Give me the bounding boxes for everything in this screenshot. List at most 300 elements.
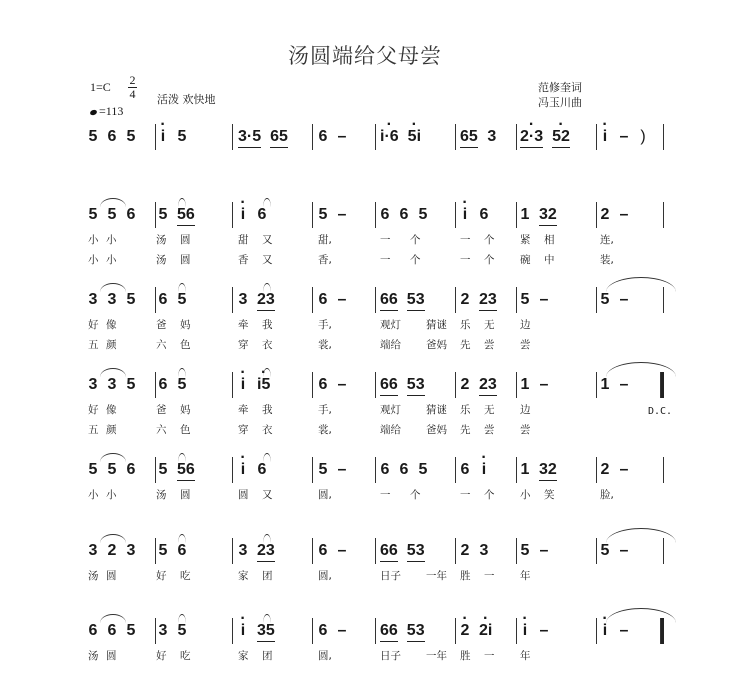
lyric-syllable: 先 — [460, 424, 471, 436]
lyric-syllable: 颜 — [106, 424, 117, 436]
lyric-syllable: 五 — [88, 339, 99, 351]
measure — [88, 128, 145, 154]
measure — [238, 376, 279, 402]
lyric-syllable: 好 — [156, 650, 167, 662]
lyric-syllable: 爸妈 — [426, 339, 447, 351]
note: · i — [600, 128, 610, 146]
lyric-syllable: 圆 — [180, 234, 191, 246]
slur — [100, 534, 126, 543]
note: 3 — [107, 376, 117, 393]
note: 5 — [126, 291, 136, 308]
note: · i — [460, 206, 470, 224]
lyric-syllable: 我 — [262, 319, 273, 331]
slur — [263, 453, 271, 462]
note: 65 — [460, 128, 478, 148]
slur — [178, 198, 186, 207]
song-title: 汤圆端给父母尝 — [288, 44, 442, 68]
note: 53 — [407, 542, 425, 562]
note: 5 — [418, 206, 428, 223]
lyric-syllable: 裳, — [318, 339, 332, 351]
lyric-syllable: 端给 — [380, 424, 401, 436]
barline — [596, 372, 597, 398]
lyric-syllable: 圆 — [180, 254, 191, 266]
note: 1 — [520, 376, 530, 393]
lyric-syllable: 尝 — [520, 424, 531, 436]
note: 6 — [257, 461, 267, 478]
lyric-syllable: 猜谜 — [426, 319, 447, 331]
time-signature-top: 2 — [129, 73, 136, 87]
barline — [596, 457, 597, 483]
note: 3 — [126, 542, 136, 559]
measure — [238, 291, 284, 317]
lyric-syllable: 观灯 — [380, 404, 401, 416]
note: – — [337, 206, 347, 223]
score-row — [88, 206, 668, 272]
lyric-syllable: 像 — [106, 319, 117, 331]
barline — [516, 202, 517, 228]
measure — [380, 206, 437, 232]
note: 5 — [126, 128, 136, 145]
measure — [158, 542, 196, 568]
lyric-syllable: 脸, — [600, 489, 614, 501]
barline — [516, 124, 517, 150]
barline — [232, 124, 233, 150]
slur — [178, 283, 186, 292]
barline — [375, 124, 376, 150]
barline — [312, 457, 313, 483]
lyric-syllable: 色 — [180, 339, 191, 351]
note: · 2 — [460, 622, 470, 640]
lyric-line — [88, 422, 668, 442]
measure — [600, 291, 638, 317]
lyric-syllable: 小 — [88, 234, 99, 246]
slur — [263, 534, 271, 543]
lyric-syllable: 牵 — [238, 404, 249, 416]
note: – — [539, 376, 549, 393]
note: 6 — [318, 128, 328, 145]
key-signature: 1=C — [90, 80, 111, 94]
lyric-syllable: 个 — [410, 489, 421, 501]
lyric-syllable: 个 — [484, 234, 495, 246]
da-capo-mark: D.C. — [648, 406, 673, 417]
lyric-syllable: 好 — [156, 570, 167, 582]
score-row — [88, 622, 668, 668]
note: · i — [238, 206, 248, 224]
score-row — [88, 461, 668, 507]
measure — [318, 622, 356, 648]
lyric-syllable: 尝 — [484, 424, 495, 436]
barline — [375, 618, 376, 644]
lyric-syllable: 个 — [410, 234, 421, 246]
slur — [100, 614, 126, 623]
lyric-syllable: 吃 — [180, 650, 191, 662]
lyricist: 范修奎词 — [538, 81, 582, 94]
note: 2 — [600, 206, 610, 223]
measure — [460, 376, 506, 402]
note: – — [539, 291, 549, 308]
measure — [380, 461, 437, 487]
note: 3 — [479, 542, 489, 559]
measure — [460, 542, 498, 568]
note: · i — [600, 622, 610, 640]
lyric-syllable: 相 — [544, 234, 555, 246]
note: · i — [479, 461, 489, 479]
lyric-syllable: 香, — [318, 254, 332, 266]
barline — [312, 372, 313, 398]
lyric-syllable: 日子 — [380, 570, 401, 582]
note: · 52 — [552, 128, 570, 148]
measure — [460, 291, 506, 317]
lyric-syllable: 香 — [238, 254, 249, 266]
lyric-syllable: 碗 — [520, 254, 531, 266]
note: 5 — [88, 206, 98, 223]
lyric-syllable: 先 — [460, 339, 471, 351]
measure — [380, 128, 430, 154]
lyric-syllable: 观灯 — [380, 319, 401, 331]
note: 1 — [520, 461, 530, 478]
lyric-syllable: 边 — [520, 404, 531, 416]
lyric-syllable: 小 — [88, 489, 99, 501]
note: 3 — [107, 291, 117, 308]
note: 5 — [158, 206, 168, 223]
lyric-syllable: 圆, — [318, 489, 332, 501]
slur — [100, 198, 126, 207]
lyric-syllable: 小 — [106, 234, 117, 246]
lyric-syllable: 中 — [544, 254, 555, 266]
tie — [606, 277, 676, 292]
note: · i — [238, 376, 248, 394]
lyric-syllable: 裳, — [318, 424, 332, 436]
measure — [88, 206, 145, 232]
measure — [158, 291, 196, 317]
note: · 2i — [479, 622, 492, 640]
measure — [88, 376, 145, 402]
lyric-syllable: 爸 — [156, 319, 167, 331]
lyric-syllable: 甜, — [318, 234, 332, 246]
note: 5 — [107, 206, 117, 223]
note: 6 — [399, 461, 409, 478]
note: 53 — [407, 291, 425, 311]
repeat-paren: ) — [640, 128, 646, 145]
measure — [88, 291, 145, 317]
lyric-line — [88, 487, 668, 507]
lyric-syllable: 尝 — [484, 339, 495, 351]
barline — [232, 618, 233, 644]
note: 6 — [257, 206, 267, 223]
barline — [375, 202, 376, 228]
barline — [312, 538, 313, 564]
barline — [516, 372, 517, 398]
note: – — [539, 542, 549, 559]
measure — [460, 622, 501, 648]
barline — [596, 287, 597, 313]
lyric-syllable: 个 — [410, 254, 421, 266]
note: 66 — [380, 291, 398, 311]
barline — [312, 287, 313, 313]
lyric-syllable: 妈 — [180, 319, 191, 331]
note: – — [619, 376, 629, 393]
note: · 2·3 — [520, 128, 543, 148]
lyric-syllable: 无 — [484, 319, 495, 331]
note: 3 — [88, 291, 98, 308]
lyric-syllable: 爸妈 — [426, 424, 447, 436]
lyric-syllable: 汤 — [156, 489, 167, 501]
lyric-syllable: 乐 — [460, 319, 471, 331]
lyric-syllable: 一 — [460, 254, 471, 266]
note: 32 — [539, 206, 557, 226]
score-row — [88, 542, 668, 588]
measure — [380, 291, 434, 317]
note: – — [337, 461, 347, 478]
measure — [158, 128, 196, 154]
barline — [375, 538, 376, 564]
lyric-syllable: 一 — [484, 570, 495, 582]
lyric-syllable: 颜 — [106, 339, 117, 351]
lyric-syllable: 家 — [238, 570, 249, 582]
note: 5 — [88, 461, 98, 478]
lyric-syllable: 爸 — [156, 404, 167, 416]
barline — [155, 457, 156, 483]
lyric-syllable: 个 — [484, 489, 495, 501]
note: 5 — [600, 291, 610, 308]
note: 5 — [318, 461, 328, 478]
lyric-syllable: 牵 — [238, 319, 249, 331]
lyric-syllable: 一年 — [426, 650, 447, 662]
lyric-syllable: 边 — [520, 319, 531, 331]
note: 53 — [407, 376, 425, 396]
measure — [520, 128, 579, 154]
note: 5 — [158, 542, 168, 559]
slur — [178, 534, 186, 543]
measure — [88, 542, 145, 568]
lyric-syllable: 手, — [318, 319, 332, 331]
note: 65 — [270, 128, 288, 148]
tempo-marking: 活泼 欢快地 — [157, 93, 216, 106]
note: – — [619, 291, 629, 308]
lyric-line — [88, 402, 668, 422]
lyric-syllable: 团 — [262, 570, 273, 582]
lyric-syllable: 圆, — [318, 570, 332, 582]
barline — [455, 457, 456, 483]
note: – — [337, 622, 347, 639]
lyric-syllable: 吃 — [180, 570, 191, 582]
barline — [663, 124, 664, 150]
lyric-syllable: 又 — [262, 234, 273, 246]
barline — [312, 618, 313, 644]
lyric-syllable: 家 — [238, 650, 249, 662]
note: – — [619, 206, 629, 223]
barline — [516, 457, 517, 483]
lyric-syllable: 又 — [262, 254, 273, 266]
lyric-line — [88, 232, 668, 252]
barline — [455, 124, 456, 150]
lyric-syllable: 年 — [520, 650, 531, 662]
note: 5 — [418, 461, 428, 478]
note: 23 — [479, 291, 497, 311]
lyric-syllable: 猜谜 — [426, 404, 447, 416]
metronome-mark — [90, 104, 123, 119]
barline — [455, 287, 456, 313]
lyric-syllable: 衣 — [262, 424, 273, 436]
note: 6 — [126, 461, 136, 478]
note: 5 — [88, 128, 98, 145]
measure — [318, 542, 356, 568]
note: 6 — [126, 206, 136, 223]
lyric-syllable: 胜 — [460, 650, 471, 662]
quarter-note-icon — [89, 109, 97, 116]
barline — [155, 124, 156, 150]
barline — [155, 372, 156, 398]
barline — [155, 202, 156, 228]
slur — [263, 283, 271, 292]
barline — [596, 202, 597, 228]
note: – — [337, 291, 347, 308]
measure — [238, 622, 284, 648]
lyric-syllable: 小 — [106, 254, 117, 266]
slur — [178, 368, 186, 377]
measure — [520, 461, 566, 487]
lyric-syllable: 像 — [106, 404, 117, 416]
note: 3 — [88, 376, 98, 393]
slur — [263, 198, 271, 207]
note: 6 — [107, 622, 117, 639]
lyric-syllable: 汤 — [88, 650, 99, 662]
measure — [88, 461, 145, 487]
note: 1 — [520, 206, 530, 223]
barline — [596, 538, 597, 564]
note: – — [619, 461, 629, 478]
lyric-syllable: 笑 — [544, 489, 555, 501]
measure — [238, 461, 276, 487]
note: – — [337, 376, 347, 393]
note: 5 — [177, 376, 187, 393]
measure — [600, 376, 638, 402]
measure — [520, 376, 558, 402]
lyric-syllable: 一 — [380, 234, 391, 246]
barline — [232, 202, 233, 228]
note: 56 — [177, 206, 195, 226]
note: 5 — [126, 376, 136, 393]
slur — [100, 283, 126, 292]
time-signature — [128, 74, 137, 101]
barline — [596, 618, 597, 644]
composer: 冯玉川曲 — [538, 96, 582, 109]
lyric-syllable: 一年 — [426, 570, 447, 582]
measure — [238, 542, 284, 568]
note: 5 — [158, 461, 168, 478]
note: 6 — [318, 622, 328, 639]
measure — [380, 376, 434, 402]
lyric-syllable: 汤 — [156, 254, 167, 266]
note: 2 — [107, 542, 117, 559]
lyric-syllable: 衣 — [262, 339, 273, 351]
barline — [312, 202, 313, 228]
lyric-syllable: 一 — [380, 254, 391, 266]
lyric-syllable: 穿 — [238, 339, 249, 351]
measure — [600, 622, 638, 648]
note: 6 — [107, 128, 117, 145]
note: 23 — [257, 291, 275, 311]
lyric-syllable: 尝 — [520, 339, 531, 351]
note: – — [619, 128, 629, 145]
lyric-syllable: 一 — [380, 489, 391, 501]
note: 35 — [257, 622, 275, 642]
note: 2 — [460, 376, 470, 393]
lyric-syllable: 端给 — [380, 339, 401, 351]
barline — [375, 372, 376, 398]
barline — [516, 287, 517, 313]
lyric-syllable: 装, — [600, 254, 614, 266]
barline — [455, 372, 456, 398]
lyric-syllable: 个 — [484, 254, 495, 266]
measure — [238, 206, 276, 232]
note: 3 — [88, 542, 98, 559]
lyric-syllable: 好 — [88, 319, 99, 331]
slur — [263, 614, 271, 623]
lyric-syllable: 一 — [460, 234, 471, 246]
lyric-syllable: 紧 — [520, 234, 531, 246]
lyric-syllable: 无 — [484, 404, 495, 416]
lyric-syllable: 汤 — [156, 234, 167, 246]
measure — [158, 622, 196, 648]
credits — [538, 80, 582, 110]
barline — [663, 457, 664, 483]
tie — [606, 528, 676, 543]
lyric-syllable: 日子 — [380, 650, 401, 662]
measure — [318, 376, 356, 402]
note: 32 — [539, 461, 557, 481]
barline — [312, 124, 313, 150]
note: 5 — [126, 622, 136, 639]
barline — [375, 457, 376, 483]
slur — [100, 453, 126, 462]
lyric-syllable: 穿 — [238, 424, 249, 436]
note: 6 — [380, 461, 390, 478]
slur — [100, 368, 126, 377]
note: 6 — [88, 622, 98, 639]
measure — [158, 376, 196, 402]
tie — [606, 608, 676, 623]
note: · i — [520, 622, 530, 640]
lyric-line — [88, 568, 668, 588]
lyric-syllable: 一 — [460, 489, 471, 501]
note: · i5 — [257, 376, 270, 394]
note: 6 — [158, 376, 168, 393]
lyric-syllable: 圆 — [106, 570, 117, 582]
lyric-syllable: 圆 — [106, 650, 117, 662]
note: 5 — [600, 542, 610, 559]
score-row — [88, 128, 668, 154]
slur — [178, 453, 186, 462]
measure — [158, 461, 204, 487]
barline — [375, 287, 376, 313]
barline — [455, 538, 456, 564]
lyric-syllable: 小 — [520, 489, 531, 501]
measure — [600, 542, 638, 568]
score-row — [88, 291, 668, 357]
note: 5 — [520, 542, 530, 559]
note: 3·5 — [238, 128, 261, 148]
lyric-syllable: 圆, — [318, 650, 332, 662]
slur — [178, 614, 186, 623]
measure — [318, 461, 356, 487]
lyric-line — [88, 648, 668, 668]
measure — [460, 206, 498, 232]
measure — [600, 461, 638, 487]
lyric-syllable: 汤 — [88, 570, 99, 582]
note: · i·6 — [380, 128, 399, 146]
measure — [520, 542, 558, 568]
